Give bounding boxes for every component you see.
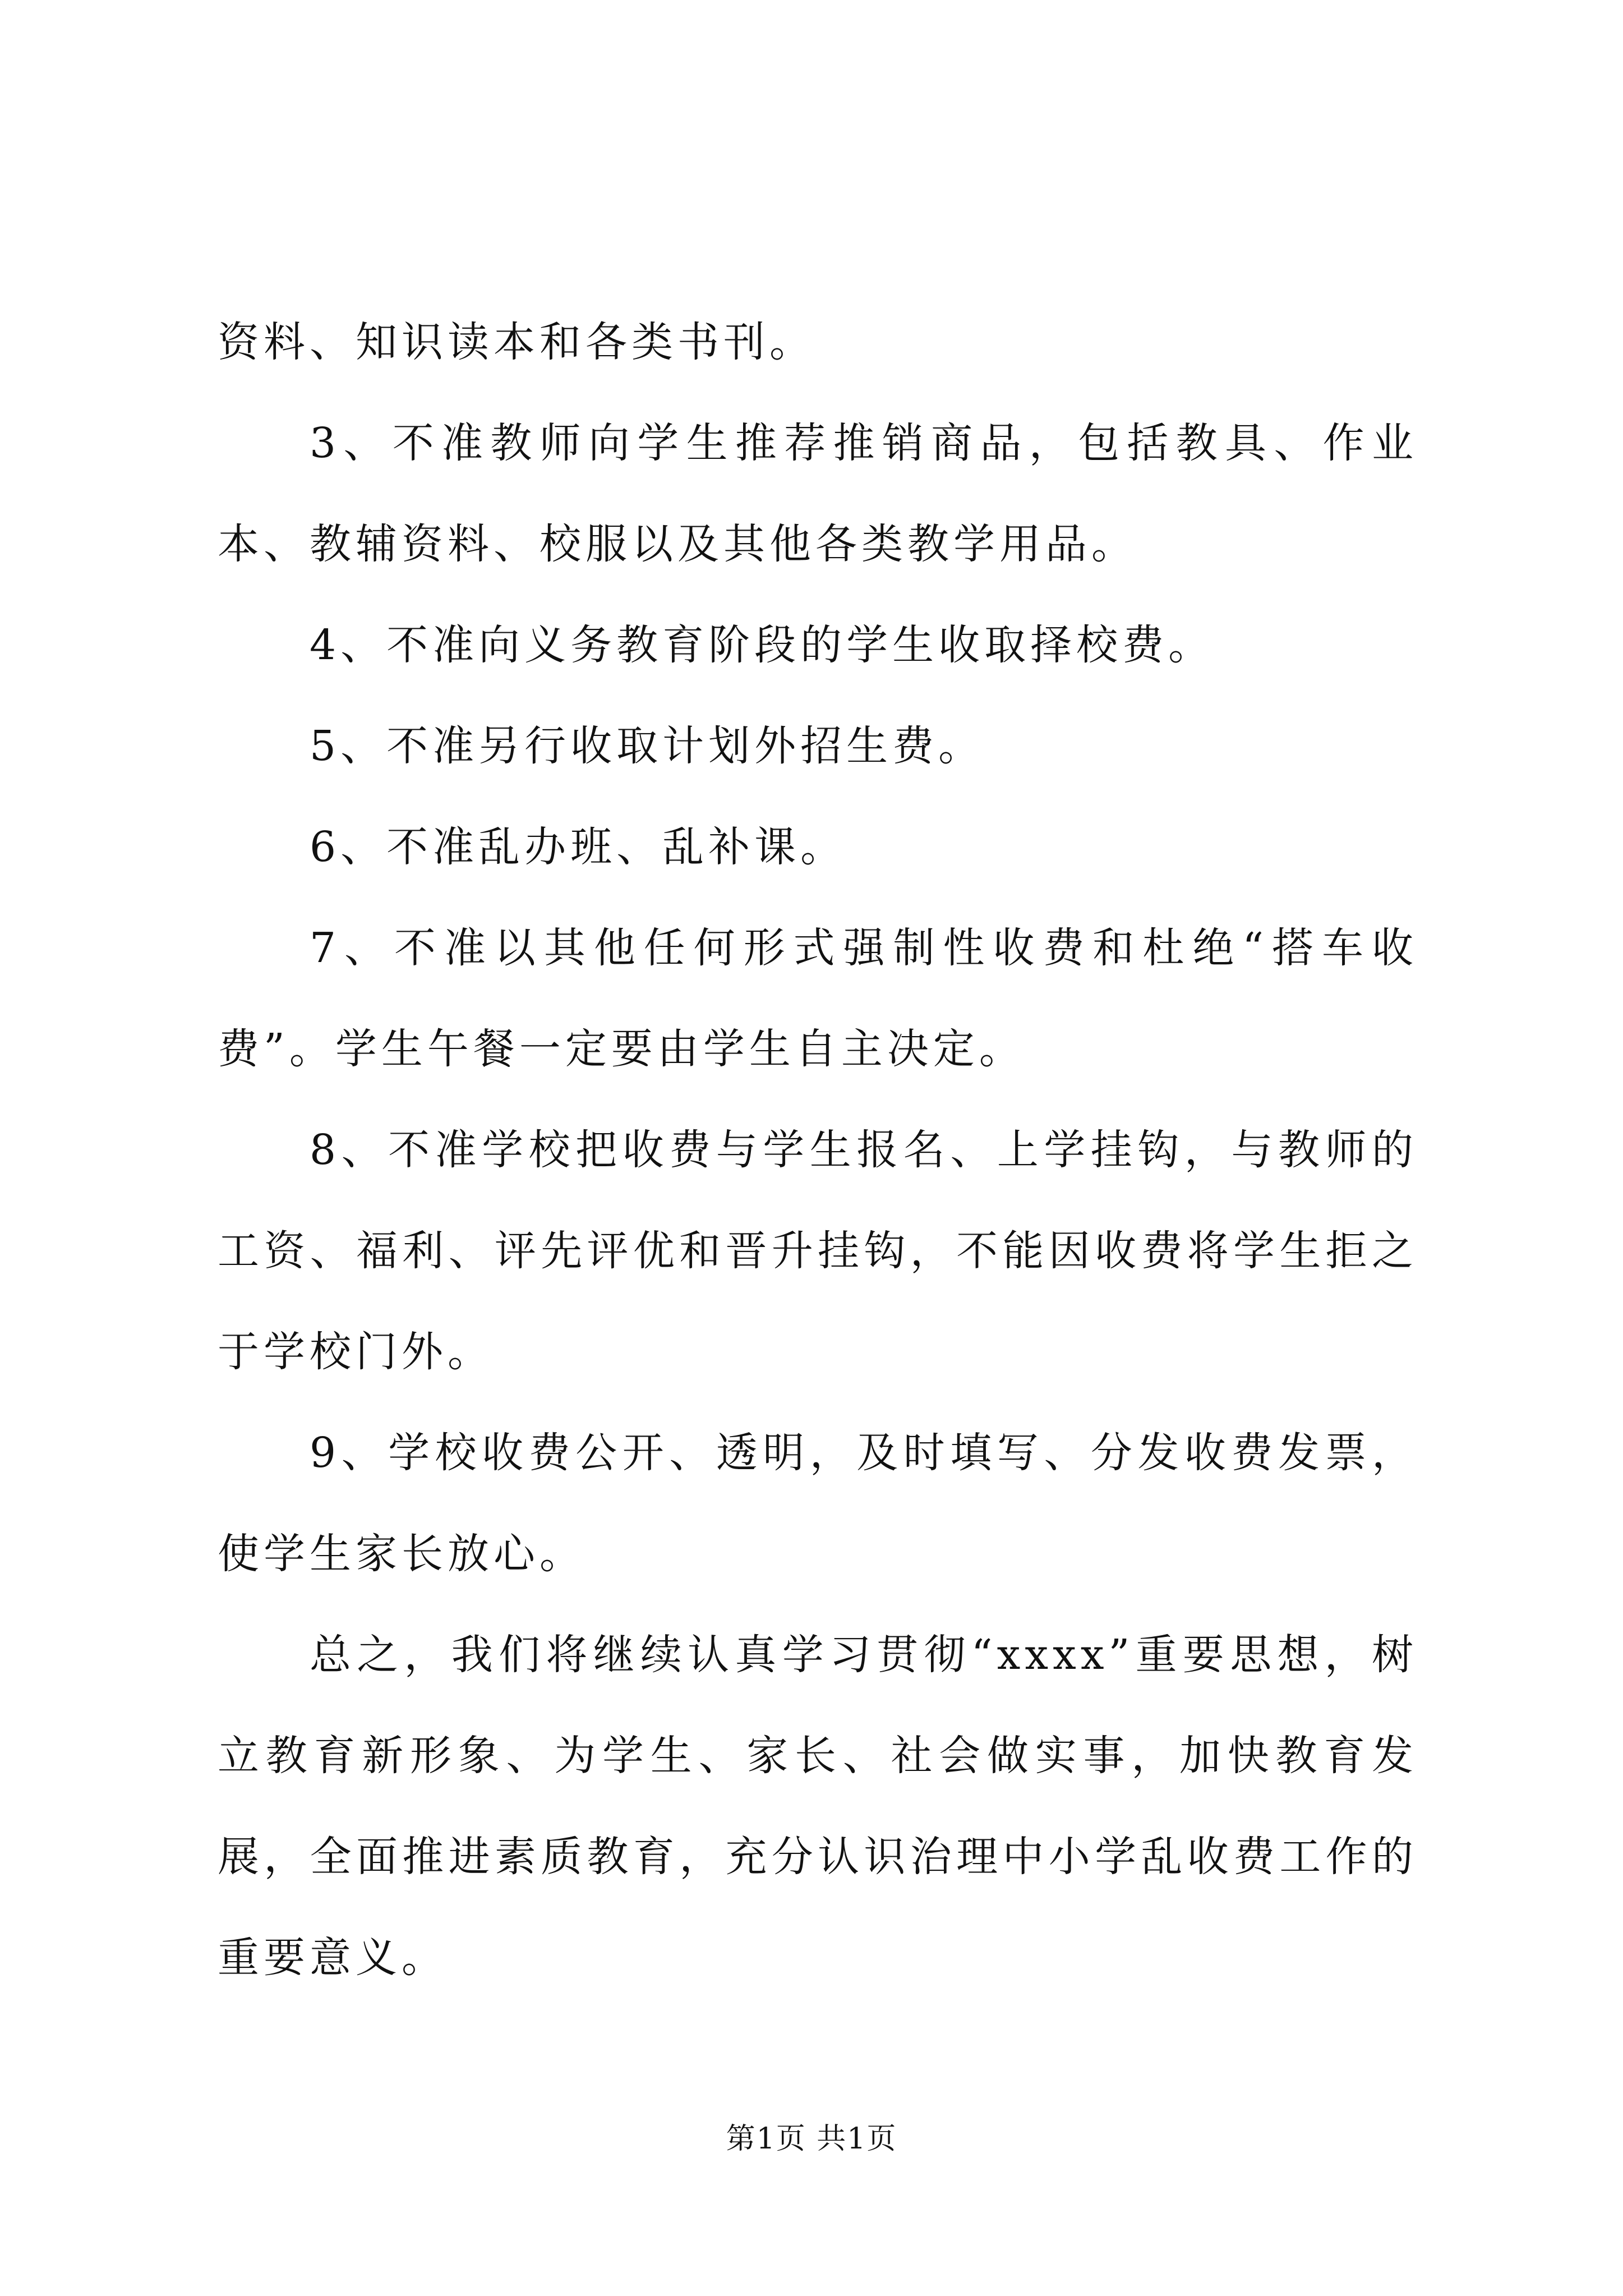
- paragraph-item-6: 6、不准乱办班、乱补课。: [310, 823, 847, 871]
- paragraph-continuation: 资料、知识读本和各类书刊。: [218, 318, 815, 366]
- paragraph-item-7: 7、不准以其他任何形式强制性收费和杜绝“搭车收费”。学生午餐一定要由学生自主决定。: [218, 924, 1418, 1073]
- document-body: [218, 292, 1418, 2008]
- paragraph-item-3: 3、不准教师向学生推荐推销商品，包括教具、作业本、教辅资料、校服以及其他各类教学用品。: [218, 419, 1418, 568]
- paragraph-item-5: 5、不准另行收取计划外招生费。: [310, 722, 985, 770]
- paragraph-item-8: 8、不准学校把收费与学生报名、上学挂钩，与教师的工资、福利、评先评优和晋升挂钩，不能因收费将学生拒之于学校门外。: [218, 1126, 1418, 1376]
- paragraph-item-9: 9、学校收费公开、透明，及时填写、分发收费发票，使学生家长放心。: [218, 1429, 1418, 1578]
- paragraph-conclusion: 总之，我们将继续认真学习贯彻“xxxx”重要思想，树立教育新形象、为学生、家长、社会做实事，加快教育发展，全面推进素质教育，充分认识治理中小学乱收费工作的重要意义。: [218, 1631, 1418, 1982]
- page-footer: 第1页 共1页: [726, 2122, 897, 2156]
- paragraph-item-4: 4、不准向义务教育阶段的学生收取择校费。: [310, 621, 1215, 669]
